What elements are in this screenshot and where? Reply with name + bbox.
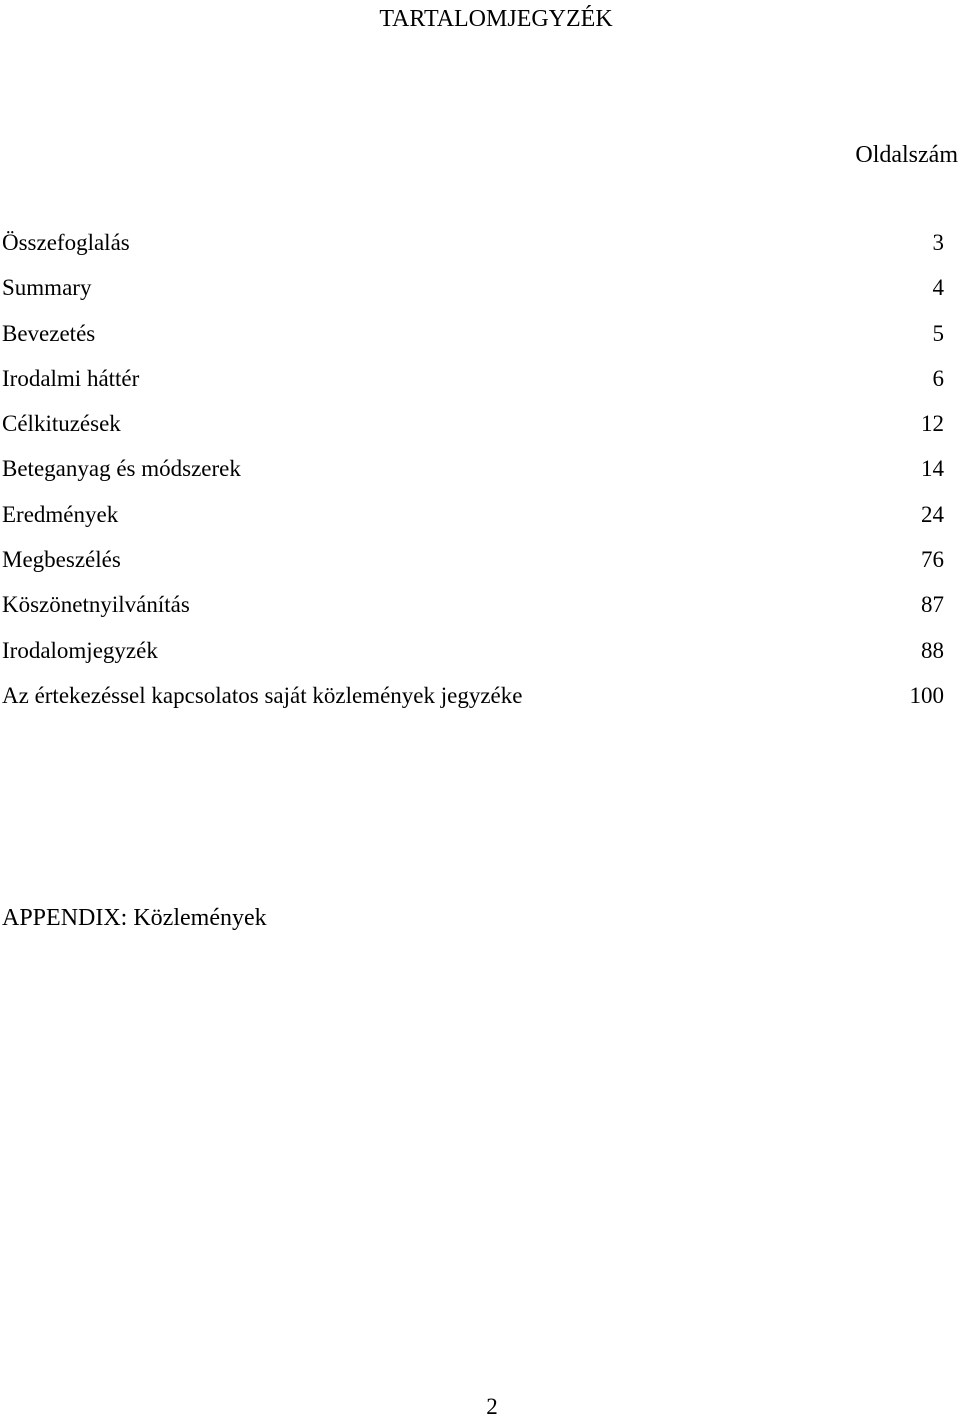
toc-entry-page: 4 — [932, 275, 944, 301]
toc-entry[interactable] — [2, 409, 944, 454]
appendix-heading: APPENDIX: Közlemények — [2, 905, 267, 931]
toc-entry[interactable] — [2, 590, 944, 635]
toc-entry-title: Beteganyag és módszerek — [2, 456, 241, 482]
toc-entry-page: 3 — [932, 230, 944, 255]
toc-entry-title: Eredmények — [2, 501, 119, 527]
toc-entry[interactable] — [2, 228, 944, 273]
toc-entry[interactable] — [2, 545, 944, 590]
toc-entry-page: 12 — [921, 411, 944, 437]
toc-entry-page: 5 — [932, 320, 944, 346]
toc-entry-title: Irodalomjegyzék — [2, 637, 158, 663]
toc-entry-page: 76 — [921, 547, 944, 573]
toc-entry-page: 14 — [921, 456, 944, 482]
toc-entry-title: Az értekezéssel kapcsolatos saját közlemények jegyzéke — [2, 682, 523, 708]
toc-entry-page: 24 — [921, 501, 944, 527]
toc-entry-title: Irodalmi háttér — [2, 365, 140, 391]
page-title: TARTALOMJEGYZÉK — [379, 6, 613, 32]
toc-entry-title: Köszönetnyilvánítás — [2, 592, 190, 618]
toc-entry-page: 88 — [921, 637, 944, 663]
toc-entry-title: Bevezetés — [2, 320, 96, 346]
toc-entry-page: 100 — [909, 682, 944, 708]
toc-entry-title: Megbeszélés — [2, 547, 121, 573]
toc-entry[interactable] — [2, 636, 944, 681]
toc-entry[interactable] — [2, 681, 944, 726]
toc-entry[interactable] — [2, 364, 944, 409]
page-number: 2 — [486, 1394, 498, 1419]
toc-entry-title: Summary — [2, 275, 92, 301]
toc-entry[interactable] — [2, 454, 944, 499]
toc-entry-page: 87 — [921, 592, 944, 618]
toc-entry[interactable] — [2, 273, 944, 318]
toc-entry-page: 6 — [932, 365, 944, 391]
toc-entry-title: Célkituzések — [2, 411, 121, 437]
toc-entry[interactable] — [2, 500, 944, 545]
toc-entry[interactable] — [2, 319, 944, 364]
table-of-contents — [2, 228, 944, 726]
page-number-column-header: Oldalszám — [855, 142, 958, 168]
toc-entry-title: Összefoglalás — [2, 230, 130, 255]
